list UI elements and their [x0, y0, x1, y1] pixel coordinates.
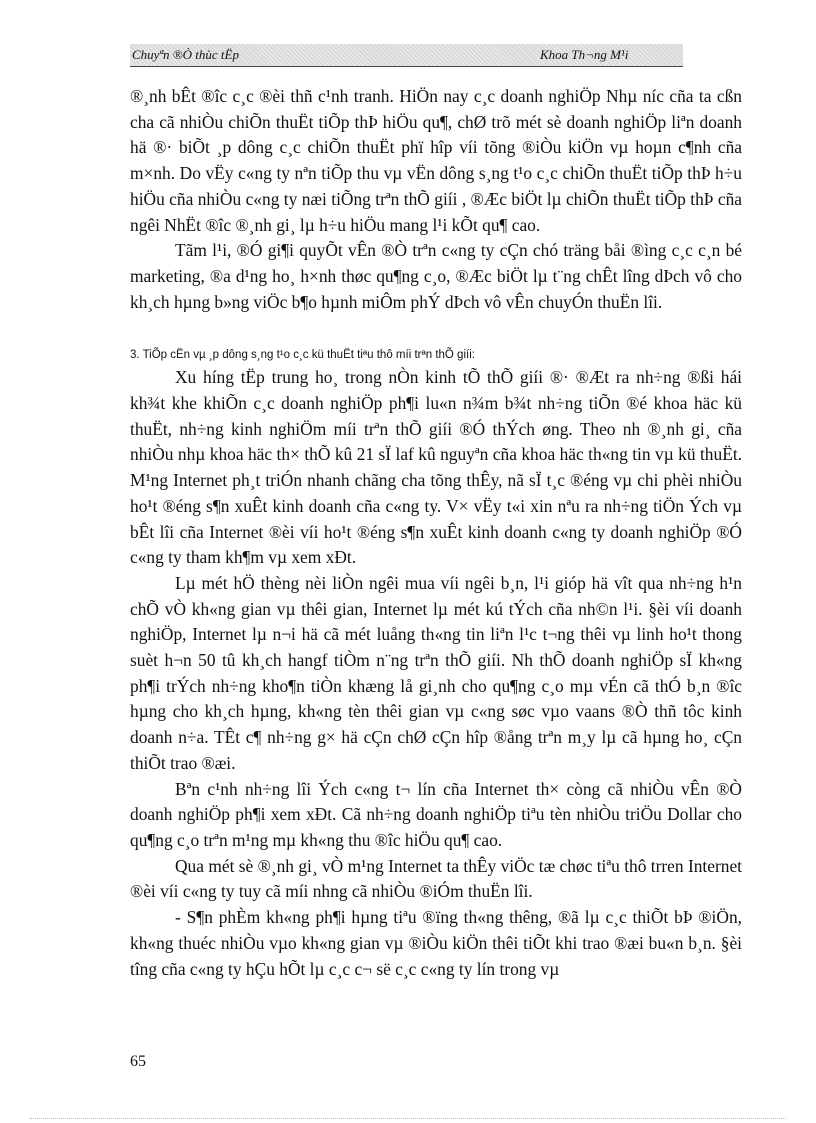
section-gap [130, 315, 742, 335]
paragraph: Xu híng tËp trung ho¸ trong nÒn kinh tÕ thÕ giíi ®· ®Æt ra nh÷ng ®ßi hái kh¾t khe khiÕn c¸c doanh nghiÖp ph¶i lu«n n¾m b¾t nh÷ng tiÕn ®é khoa häc kü thuËt, nh÷ng kinh nghiÖm míi trªn thÕ giíi ®Ó thÝch øng. Theo nh ®¸nh gi¸ cña nhiÒu nhµ khoa häc th× thÕ kû 21 sÏ laf kû nguyªn cña khoa häc th«ng tin vµ kü thuËt. M¹ng Internet ph¸t triÓn nhanh chãng cha tõng thÊy, nã sÏ t¸c ®éng vµ chi phèi nhiÒu ho¹t ®éng s¶n xuÊt kinh doanh cña c«ng ty. V× vËy t«i xin nªu ra nh÷ng tiÖn Ých vµ bÊt lîi cña Internet ®èi víi ho¹t ®éng s¶n xuÊt kinh doanh c«ng ty doanh nghiÖp ®Ó c«ng ty tham kh¶m vµ xem xÐt. [130, 367, 742, 568]
paragraph: Qua mét sè ®¸nh gi¸ vÒ m¹ng Internet ta thÊy viÖc tæ chøc tiªu thô trren Internet ®èi víi c«ng ty tuy cã míi nhng cã nhiÒu ®iÓm thuËn lîi. [130, 855, 743, 902]
page-body [130, 84, 742, 982]
section-heading: 3. TiÕp cËn vµ ¸p dông s¸ng t¹o c¸c kü thuËt tiªu thô míi trªn thÕ giíi: [130, 349, 475, 362]
running-header [130, 44, 683, 67]
paragraph: Tãm l¹i, ®Ó gi¶i quyÕt vÊn ®Ò trªn c«ng ty cÇn chó träng båi ®ìng c¸c c¸n bé marketing, ®a d¹ng ho¸ h×nh thøc qu¶ng c¸o, ®Æc biÖt lµ t¨ng chÊt lîng dÞch vô cho kh¸ch hµng b»ng viÖc b¶o hµnh miÔm phÝ dÞch vô vÊn chuyÓn thuËn lîi. [130, 240, 742, 312]
header-left-title: Chuyªn ®Ò thùc tËp [132, 47, 239, 62]
footer-divider [30, 1118, 786, 1119]
header-right-title: Khoa Th¬ng M¹i [540, 47, 629, 62]
page-number: 65 [130, 1053, 146, 1070]
paragraph: Bªn c¹nh nh÷ng lîi Ých c«ng t¬ lín cña Internet th× còng cã nhiÒu vÊn ®Ò doanh nghiÖp ph¶i xem xÐt. Cã nh÷ng doanh nghiÖp tiªu tèn nhiÒu triÖu Dollar cho qu¶ng c¸o trªn m¹ng mµ kh«ng thu ®îc hiÖu qu¶ cao. [130, 778, 742, 850]
paragraph: Lµ mét hÖ thèng nèi liÒn ngêi mua víi ngêi b¸n, l¹i gióp hä vît qua nh÷ng h¹n chÕ vÒ kh«ng gian vµ thêi gian, Internet lµ mét kú tÝch cña nh©n l¹i. §èi víi doanh nghiÖp, Internet lµ n¬i hä cã mét luång th«ng tin liªn l¹c t¬ng thêi vµ linh ho¹t thong suèt h¬n 50 tû kh¸ch hangf tiÒm n¨ng trªn thÕ giíi. Nh thÕ doanh nghiÖp sÏ kh«ng ph¶i trÝch nh÷ng kho¶n tiÒn khæng lå gi¸nh cho qu¶ng c¸o mµ vÉn cã thÓ b¸n ®îc hµng cho kh¸ch hµng, kh«ng tèn thêi gian vµ c«ng søc vµo vaans ®Ò thñ tôc kinh doanh n÷a. TÊt c¶ nh÷ng g× hä cÇn chØ cÇn hîp ®ång trªn m¸y lµ cã hµng ho¸ cÇn thiÕt trao ®æi. [130, 572, 742, 773]
paragraph: ®¸nh bÊt ®îc c¸c ®èi thñ c¹nh tranh. HiÖn nay c¸c doanh nghiÖp Nhµ níc cña ta cßn cha cã nhiÒu chiÕn thuËt tiÕp thÞ hiÖu qu¶, chØ trõ mét sè doanh nghiÖp liªn doanh hä ®· biÕt ¸p dông c¸c chiÕn thuËt phï hîp víi tõng ®iÒu kiÖn vµ hoµn c¶nh cña m×nh. Do vËy c«ng ty nªn tiÕp thu vµ vËn dông s¸ng t¹o c¸c chiÕn thuËt tiÕp thÞ h÷u hiÖu cña nhiÒu c«ng ty næi tiÕng trªn thÕ giíi , ®Æc biÖt lµ chiÕn thuËt tiÕp thÞ cña ngêi NhËt ®îc ®¸nh gi¸ lµ h÷u hiÖu mang l¹i kÕt qu¶ cao. [130, 86, 742, 235]
paragraph: - S¶n phÈm kh«ng ph¶i hµng tiªu ®ïng th«ng thêng, ®ã lµ c¸c thiÕt bÞ ®iÖn, kh«ng thuéc nhiÒu vµo kh«ng gian vµ ®iÒu kiÖn thêi tiÕt khi trao ®æi bu«n b¸n. §èi tîng cña c«ng ty hÇu hÕt lµ c¸c c¬ së c¸c c«ng ty lín trong vµ [130, 907, 742, 979]
